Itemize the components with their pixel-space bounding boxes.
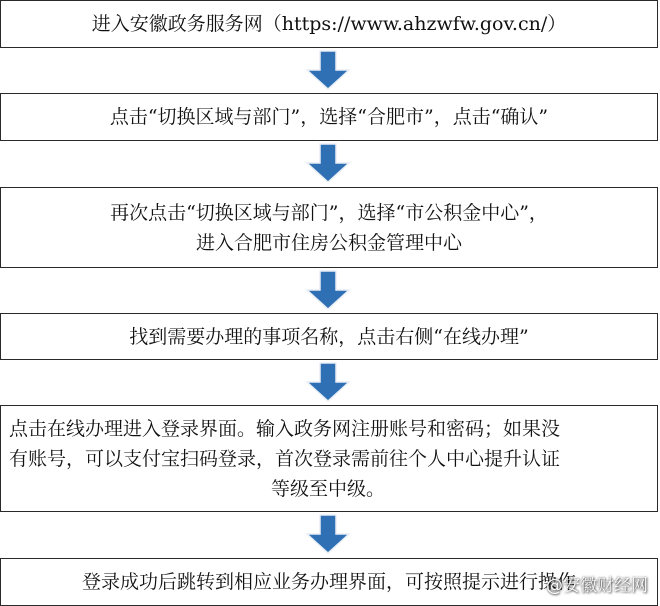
watermark (546, 571, 648, 596)
step-4-text: 找到需要办理的事项名称，点击右侧“在线办理” (129, 325, 529, 348)
down-arrow-icon (305, 50, 351, 90)
step-3-text-line-1: 再次点击“切换区域与部门”，选择“市公积金中心”， (110, 201, 548, 224)
step-5-text-line-2: 有账号，可以支付宝扫码登录，首次登录需前往个人中心提升认证 (9, 447, 561, 470)
step-1-text: 进入安徽政务服务网（https://www.ahzwfw.gov.cn/） (91, 13, 567, 35)
flow-step-5 (0, 405, 658, 512)
flow-step-3 (0, 187, 658, 268)
down-arrow-icon (305, 362, 351, 402)
step-5-text-line-3: 等级至中级。 (270, 477, 385, 500)
step-2-text: 点击“切换区域与部门”，选择“合肥市”，点击“确认” (109, 106, 549, 128)
flow-step-2 (0, 93, 658, 141)
down-arrow-icon (305, 270, 351, 310)
down-arrow-icon (305, 143, 351, 183)
down-arrow-icon (305, 514, 351, 554)
watermark-text: @安徽财经网 (546, 576, 648, 596)
step-3-text-line-2: 进入合肥市住房公积金管理中心 (195, 231, 462, 254)
step-5-text-line-1: 点击在线办理进入登录界面。输入政务网注册账号和密码；如果没 (9, 417, 561, 440)
flow-step-4 (0, 313, 658, 360)
flow-step-1 (0, 0, 658, 48)
step-6-text: 登录成功后跳转到相应业务办理界面，可按照提示进行操作 (81, 571, 576, 593)
